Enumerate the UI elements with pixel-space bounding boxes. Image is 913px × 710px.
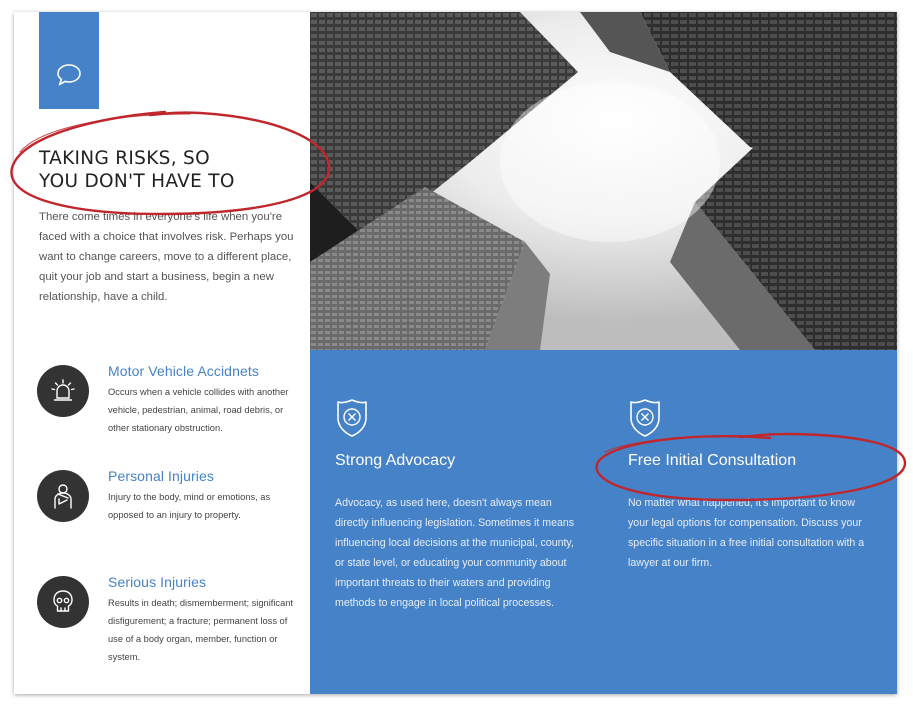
skull-icon xyxy=(37,576,89,628)
service-title[interactable]: Personal Injuries xyxy=(108,468,214,484)
feature-text: Advocacy, as used here, doesn't always mean directly influencing legislation. Sometimes it means influencing local decisions at the municipal, county, or state level, or educating your community about important threats to their waters and providing methods to engage in local political processes. xyxy=(335,497,575,609)
service-description: Results in death; dismemberment; significant disfigurement; a fracture; permanent loss of use of a body organ, member, function or system. xyxy=(108,598,293,662)
injured-person-icon xyxy=(37,470,89,522)
hero-title xyxy=(39,147,299,193)
chat-tile[interactable] xyxy=(39,12,99,109)
shield-x-icon xyxy=(628,398,662,438)
shield-x-icon xyxy=(335,398,369,438)
service-title[interactable]: Serious Injuries xyxy=(108,574,207,590)
features-panel xyxy=(310,350,897,694)
service-motor-vehicle-accidents[interactable] xyxy=(37,365,305,455)
service-serious-injuries[interactable] xyxy=(37,576,305,666)
service-title[interactable]: Motor Vehicle Accidnets xyxy=(108,363,259,379)
service-description: Injury to the body, mind or emotions, as opposed to an injury to property. xyxy=(108,492,271,520)
page-frame xyxy=(14,12,897,694)
left-column xyxy=(14,12,310,694)
hero-title-line-1: TAKING RISKS, SO xyxy=(39,148,210,169)
service-personal-injuries[interactable] xyxy=(37,470,305,560)
alarm-light-icon xyxy=(37,365,89,417)
feature-title: Strong Advocacy xyxy=(335,452,456,469)
hero-title-line-2: YOU DON'T HAVE TO xyxy=(39,171,235,192)
chat-bubble-icon xyxy=(56,63,82,87)
feature-text: No matter what happened, it's important to know your legal options for compensation. Discuss your specific situation in a free initial consultation with a lawyer at our firm. xyxy=(628,497,865,569)
hero-intro-text: There come times in everyone's life when you're faced with a choice that involves risk. Perhaps you want to change careers, move to a different place, quit your job and start a business, begin a new relationship, have a child. xyxy=(39,211,294,303)
hero-image-skyscrapers xyxy=(310,12,897,350)
feature-title: Free Initial Consultation xyxy=(628,452,797,469)
service-description: Occurs when a vehicle collides with another vehicle, pedestrian, animal, road debris, or other stationary obstruction. xyxy=(108,387,289,433)
